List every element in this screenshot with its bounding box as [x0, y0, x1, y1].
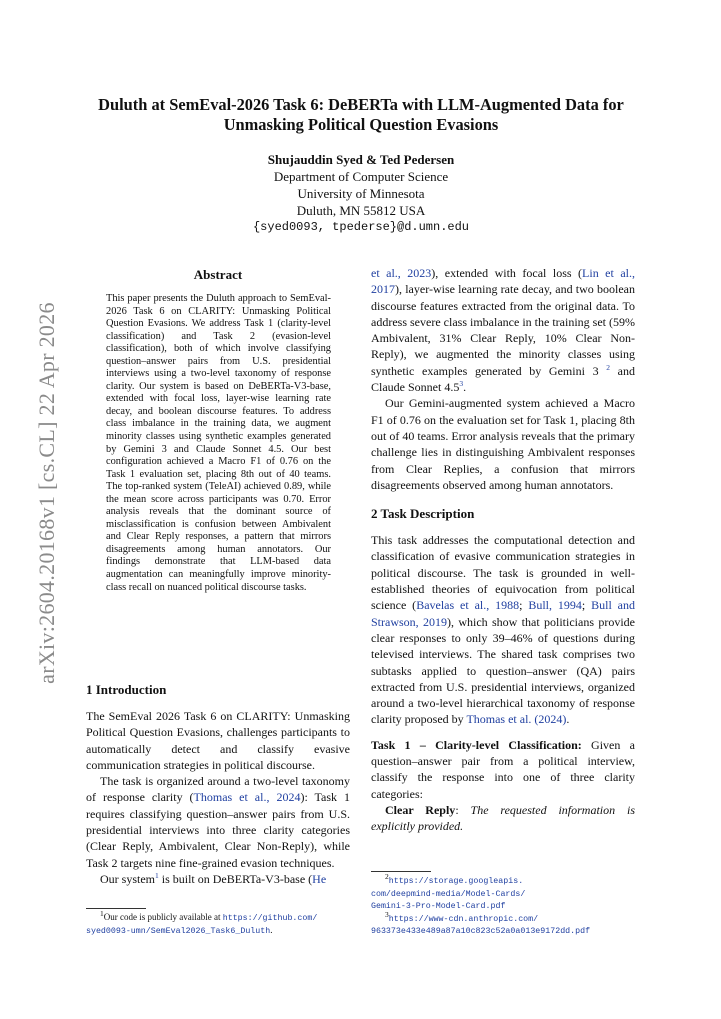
cite-thomas-2024-b[interactable]: Thomas et al. (2024): [466, 712, 567, 727]
cite-bull-1994[interactable]: Bull, 1994: [528, 598, 582, 613]
footnotes-right: [371, 872, 635, 938]
task-description-heading: 2 Task Description: [371, 506, 475, 522]
author-univ: University of Minnesota: [297, 186, 425, 201]
author-city: Duluth, MN 55812 USA: [296, 203, 426, 218]
author-names: Shujauddin Syed & Ted Pedersen: [267, 152, 455, 167]
cite-thomas-2024[interactable]: Thomas et al., 2024: [193, 790, 301, 805]
footnote-2-url-b[interactable]: com/deepmind-media/Model-Cards/: [371, 889, 526, 899]
arxiv-id: arXiv:2604.20168v1 [cs.CL] 22 Apr 2026: [34, 302, 59, 684]
intro-paragraph-3-cont: et al., 2023), extended with focal loss (Lin et al., 2017), layer-wise learning rate decay, and two boolean discourse features extracted from the original data. To address severe class imbalance in the training set (59% Ambivalent, 31% Clear Reply, 10% Clear Non-Reply), we augmented the minority classes using synthetic examples generated by Gemini 3 $^2$ and Claude Sonnet $4.5^3$.: [371, 266, 635, 395]
footnote-1-mark[interactable]: 1: [155, 870, 159, 880]
intro-paragraph-1: The SemEval 2026 Task 6 on CLARITY: Unmasking Political Question Evasions, challenges participants to automatically detect and classify evasive communication strategies in political discourse.: [86, 709, 350, 772]
task1-label: Task 1 – Clarity-level Classification:: [371, 737, 582, 752]
abstract-heading: Abstract: [193, 267, 243, 282]
author-block: [200, 151, 522, 236]
footnote-3: $^3$https://www-cdn.anthropic.com/ 963373e433e489a87a10c823c52a0a013e9172dd.pdf: [371, 909, 591, 936]
footnote-3-url-b[interactable]: 963373e433e489a87a10c823c52a0a013e9172dd.pdf: [371, 927, 591, 936]
results-paragraph: Our Gemini-augmented system achieved a Macro F1 of 0.76 on the evaluation set for Task 1, placing 8th out of 40 teams. Error analysis reveals that the primary challenge lies in distinguishing Ambivalent responses from Clear Replies, a confusion that mirrors disagreements observed among human annotators.: [371, 396, 635, 492]
footnote-rule-right: [371, 871, 431, 872]
clear-reply-label: Clear Reply: [385, 802, 456, 817]
left-column-intro: [86, 682, 350, 887]
task1-paragraph: Task 1 – Clarity-level Classification: Given a question–answer pair from a political interview, classify the response into one of three clarity categories:: [371, 737, 635, 801]
footnote-2-mark[interactable]: 2: [606, 362, 610, 372]
intro-paragraph-2: The task is organized around a two-level taxonomy of response clarity (Thomas et al., 2024): Task 1 requires classifying question–answer pairs from U.S. presidential interviews into three clarity categories (Clear Reply, Ambivalent, Clear Non-Reply), while Task 2 targets nine fine-grained evasion techniques.: [86, 774, 350, 870]
title-line-2: Unmasking Political Question Evasions: [223, 115, 499, 134]
footnote-3-url-a[interactable]: https://www-cdn.anthropic.com/: [388, 914, 539, 924]
footnote-3-mark[interactable]: 3: [459, 379, 464, 389]
footnote-1-url-b[interactable]: syed0093-umn/SemEval2026_Task6_Duluth: [86, 926, 271, 936]
cite-bavelas-1988[interactable]: Bavelas et al., 1988: [416, 598, 520, 613]
footnote-rule-left: [86, 908, 146, 909]
footnote-1-url-a[interactable]: https://github.com/: [222, 914, 318, 923]
abstract-text: This paper presents the Duluth approach to SemEval-2026 Task 6 on CLARITY: Unmasking Political Question Evasions. We address Task 1 (clarity-level classification) and Task 2 (evasion-level classification), both of which involve classifying question–answer pairs from U.S. presidential interviews using a two-level taxonomy of response clarity. Our system is based on DeBERTa-V3-base, extended with focal loss, layer-wise learning rate decay, and boolean discourse features. To address class imbalance in the training data, we augment minority classes using synthetic examples generated by Gemini 3 and Claude Sonnet 4.5. Our best configuration achieved a Macro F1 of 0.76 on the Task 1 evaluation set, placing 8th out of 40 teams. The top-ranked system (TeleAI) achieved 0.89, while the mean score across participants was 0.70. Error analysis reveals that the dominant source of misclassification is confusion between Ambivalent and Clear Reply responses, a pattern that mirrors disagreements among human annotators. Our findings demonstrate that LLM-based data augmentation can meaningfully improve minority-class recall on nuanced political discourse tasks.: [106, 293, 331, 593]
cite-lin-2017[interactable]: Lin et al., 2017: [371, 266, 635, 297]
cite-bull-strawson-2019[interactable]: Bull and Strawson, 2019: [371, 598, 635, 629]
right-column: [371, 265, 635, 835]
author-email: {syed0093, tpederse}@d.umn.edu: [252, 220, 470, 234]
paper-title: [80, 95, 642, 135]
author-dept: Department of Computer Science: [273, 169, 449, 184]
task-description-paragraph: This task addresses the computational detection and classification of evasive communication strategies in political discourse. The task is grounded in well-established theories of equivocation from political science (Bavelas et al., 1988; Bull, 1994; Bull and Strawson, 2019), which show that politicians provide clear responses to only 39–46% of questions during televised interviews. The shared task comprises two subtasks applied to question–answer (QA) pairs extracted from U.S. presidential interviews, organized around a two-level hierarchical taxonomy of response clarity proposed by Thomas et al. (2024).: [371, 533, 635, 727]
footnote-2-url-a[interactable]: https://storage.googleapis.: [388, 877, 524, 886]
footnote-2-url-c[interactable]: Gemini-3-Pro-Model-Card.pdf: [371, 902, 506, 911]
cite-he-2023[interactable]: et al., 2023: [371, 266, 432, 280]
clear-reply-definition: Clear Reply: The requested information is explicitly provided.: [371, 802, 635, 834]
footnote-2: $^2$https://storage.googleapis. com/deepmind-media/Model-Cards/ Gemini-3-Pro-Model-Card.pdf: [371, 872, 526, 911]
intro-heading: 1 Introduction: [86, 682, 167, 697]
footnote-1: $^1$Our code is publicly available at https://github.com/ syed0093-umn/SemEval2026_Task6_Duluth.: [86, 909, 318, 936]
title-line-1: Duluth at SemEval-2026 Task 6: DeBERTa with LLM-Augmented Data for: [98, 95, 624, 114]
cite-he[interactable]: He: [312, 871, 327, 886]
intro-paragraph-3: Our system$^1$ is built on DeBERTa-V3-base (He: [100, 870, 327, 886]
